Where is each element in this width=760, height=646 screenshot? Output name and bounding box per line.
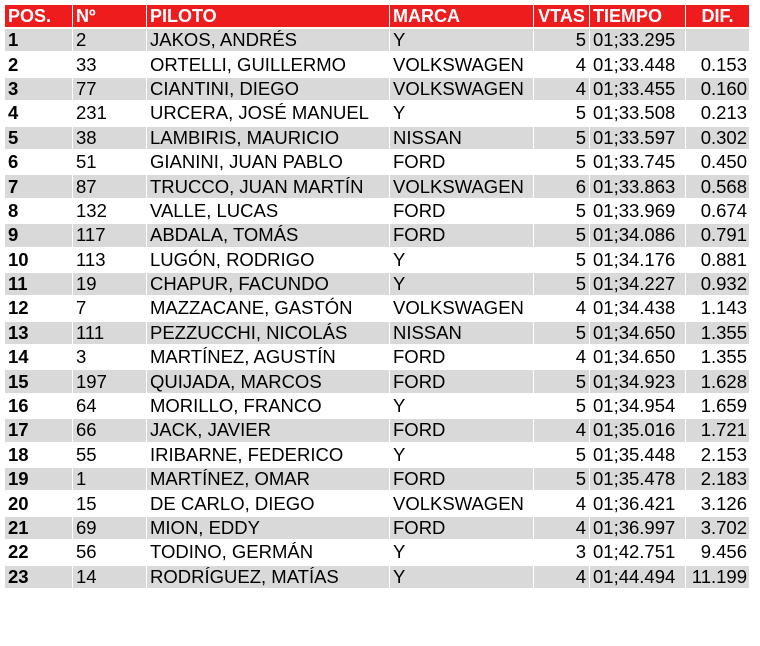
cell-marca: FORD bbox=[390, 200, 533, 222]
table-row bbox=[5, 322, 749, 344]
cell-pos: 5 bbox=[5, 127, 72, 149]
cell-pos: 20 bbox=[5, 492, 72, 514]
cell-piloto: ORTELLI, GUILLERMO bbox=[147, 53, 389, 75]
cell-pos: 14 bbox=[5, 346, 72, 368]
cell-vtas: 4 bbox=[534, 297, 589, 319]
cell-dif: 1.628 bbox=[686, 370, 749, 392]
cell-dif: 0.932 bbox=[686, 273, 749, 295]
cell-piloto: IRIBARNE, FEDERICO bbox=[147, 444, 389, 466]
cell-dif: 0.674 bbox=[686, 200, 749, 222]
cell-piloto: MARTÍNEZ, AGUSTÍN bbox=[147, 346, 389, 368]
cell-pos: 22 bbox=[5, 541, 72, 563]
cell-tiempo: 01;33.295 bbox=[590, 29, 685, 51]
cell-tiempo: 01;36.997 bbox=[590, 517, 685, 539]
cell-vtas: 5 bbox=[534, 322, 589, 344]
table-row bbox=[5, 224, 749, 246]
cell-marca: FORD bbox=[390, 419, 533, 441]
cell-vtas: 5 bbox=[534, 200, 589, 222]
header-tiempo: TIEMPO bbox=[590, 5, 685, 27]
cell-piloto: VALLE, LUCAS bbox=[147, 200, 389, 222]
cell-pos: 15 bbox=[5, 370, 72, 392]
cell-num: 77 bbox=[73, 78, 146, 100]
cell-marca: Y bbox=[390, 395, 533, 417]
cell-tiempo: 01;34.176 bbox=[590, 249, 685, 271]
table-row bbox=[5, 419, 749, 441]
cell-dif: 0.568 bbox=[686, 175, 749, 197]
cell-dif: 0.302 bbox=[686, 127, 749, 149]
cell-dif: 0.450 bbox=[686, 151, 749, 173]
cell-pos: 13 bbox=[5, 322, 72, 344]
cell-pos: 1 bbox=[5, 29, 72, 51]
cell-vtas: 4 bbox=[534, 419, 589, 441]
cell-num: 87 bbox=[73, 175, 146, 197]
table-row bbox=[5, 517, 749, 539]
cell-piloto: MORILLO, FRANCO bbox=[147, 395, 389, 417]
cell-dif: 2.153 bbox=[686, 444, 749, 466]
cell-marca: FORD bbox=[390, 370, 533, 392]
cell-marca: NISSAN bbox=[390, 322, 533, 344]
cell-vtas: 5 bbox=[534, 127, 589, 149]
cell-piloto: CHAPUR, FACUNDO bbox=[147, 273, 389, 295]
cell-marca: FORD bbox=[390, 346, 533, 368]
cell-pos: 18 bbox=[5, 444, 72, 466]
cell-dif: 0.881 bbox=[686, 249, 749, 271]
header-piloto: PILOTO bbox=[147, 5, 389, 27]
cell-num: 197 bbox=[73, 370, 146, 392]
cell-pos: 7 bbox=[5, 175, 72, 197]
cell-pos: 4 bbox=[5, 102, 72, 124]
cell-dif: 0.213 bbox=[686, 102, 749, 124]
cell-dif: 2.183 bbox=[686, 468, 749, 490]
cell-num: 51 bbox=[73, 151, 146, 173]
cell-vtas: 4 bbox=[534, 53, 589, 75]
cell-marca: NISSAN bbox=[390, 127, 533, 149]
table-row bbox=[5, 541, 749, 563]
cell-marca: VOLKSWAGEN bbox=[390, 492, 533, 514]
cell-tiempo: 01;34.650 bbox=[590, 346, 685, 368]
cell-vtas: 5 bbox=[534, 444, 589, 466]
cell-piloto: TRUCCO, JUAN MARTÍN bbox=[147, 175, 389, 197]
cell-num: 231 bbox=[73, 102, 146, 124]
cell-piloto: TODINO, GERMÁN bbox=[147, 541, 389, 563]
table-row bbox=[5, 346, 749, 368]
cell-pos: 2 bbox=[5, 53, 72, 75]
table-header-row bbox=[5, 5, 749, 27]
cell-vtas: 5 bbox=[534, 224, 589, 246]
cell-vtas: 4 bbox=[534, 78, 589, 100]
cell-num: 111 bbox=[73, 322, 146, 344]
cell-marca: VOLKSWAGEN bbox=[390, 297, 533, 319]
table-row bbox=[5, 444, 749, 466]
cell-num: 7 bbox=[73, 297, 146, 319]
cell-tiempo: 01;36.421 bbox=[590, 492, 685, 514]
table-row bbox=[5, 151, 749, 173]
cell-dif: 1.143 bbox=[686, 297, 749, 319]
cell-vtas: 5 bbox=[534, 468, 589, 490]
cell-piloto: JACK, JAVIER bbox=[147, 419, 389, 441]
cell-tiempo: 01;33.455 bbox=[590, 78, 685, 100]
cell-tiempo: 01;34.438 bbox=[590, 297, 685, 319]
cell-tiempo: 01;35.478 bbox=[590, 468, 685, 490]
table-row bbox=[5, 395, 749, 417]
cell-num: 38 bbox=[73, 127, 146, 149]
cell-piloto: JAKOS, ANDRÉS bbox=[147, 29, 389, 51]
cell-num: 117 bbox=[73, 224, 146, 246]
cell-pos: 23 bbox=[5, 566, 72, 588]
cell-piloto: QUIJADA, MARCOS bbox=[147, 370, 389, 392]
cell-marca: FORD bbox=[390, 151, 533, 173]
cell-marca: Y bbox=[390, 541, 533, 563]
cell-pos: 9 bbox=[5, 224, 72, 246]
cell-dif: 1.659 bbox=[686, 395, 749, 417]
cell-pos: 8 bbox=[5, 200, 72, 222]
cell-num: 19 bbox=[73, 273, 146, 295]
cell-dif: 9.456 bbox=[686, 541, 749, 563]
cell-vtas: 5 bbox=[534, 151, 589, 173]
cell-tiempo: 01;34.954 bbox=[590, 395, 685, 417]
cell-dif: 11.199 bbox=[686, 566, 749, 588]
cell-pos: 19 bbox=[5, 468, 72, 490]
cell-pos: 21 bbox=[5, 517, 72, 539]
cell-dif: 0.160 bbox=[686, 78, 749, 100]
cell-num: 64 bbox=[73, 395, 146, 417]
header-num: Nº bbox=[73, 5, 146, 27]
cell-dif: 0.153 bbox=[686, 53, 749, 75]
cell-piloto: GIANINI, JUAN PABLO bbox=[147, 151, 389, 173]
cell-vtas: 4 bbox=[534, 346, 589, 368]
header-dif: DIF. bbox=[686, 5, 749, 27]
header-vtas: VTAS bbox=[534, 5, 589, 27]
cell-marca: Y bbox=[390, 273, 533, 295]
cell-num: 56 bbox=[73, 541, 146, 563]
cell-vtas: 5 bbox=[534, 370, 589, 392]
table-row bbox=[5, 200, 749, 222]
race-results-table bbox=[4, 3, 750, 590]
table-row bbox=[5, 492, 749, 514]
cell-vtas: 5 bbox=[534, 395, 589, 417]
cell-dif: 3.702 bbox=[686, 517, 749, 539]
cell-marca: Y bbox=[390, 29, 533, 51]
cell-marca: Y bbox=[390, 102, 533, 124]
cell-vtas: 5 bbox=[534, 29, 589, 51]
cell-tiempo: 01;44.494 bbox=[590, 566, 685, 588]
cell-dif: 1.721 bbox=[686, 419, 749, 441]
cell-num: 69 bbox=[73, 517, 146, 539]
cell-marca: VOLKSWAGEN bbox=[390, 175, 533, 197]
cell-dif bbox=[686, 29, 749, 51]
cell-marca: FORD bbox=[390, 517, 533, 539]
cell-marca: VOLKSWAGEN bbox=[390, 78, 533, 100]
cell-piloto: MARTÍNEZ, OMAR bbox=[147, 468, 389, 490]
cell-pos: 10 bbox=[5, 249, 72, 271]
cell-num: 55 bbox=[73, 444, 146, 466]
cell-tiempo: 01;33.508 bbox=[590, 102, 685, 124]
cell-tiempo: 01;33.863 bbox=[590, 175, 685, 197]
cell-pos: 6 bbox=[5, 151, 72, 173]
cell-piloto: URCERA, JOSÉ MANUEL bbox=[147, 102, 389, 124]
cell-tiempo: 01;33.745 bbox=[590, 151, 685, 173]
cell-dif: 1.355 bbox=[686, 346, 749, 368]
cell-pos: 12 bbox=[5, 297, 72, 319]
cell-num: 132 bbox=[73, 200, 146, 222]
table-row bbox=[5, 273, 749, 295]
cell-pos: 17 bbox=[5, 419, 72, 441]
table-row bbox=[5, 102, 749, 124]
header-marca: MARCA bbox=[390, 5, 533, 27]
cell-tiempo: 01;33.448 bbox=[590, 53, 685, 75]
cell-num: 14 bbox=[73, 566, 146, 588]
cell-vtas: 3 bbox=[534, 541, 589, 563]
cell-num: 113 bbox=[73, 249, 146, 271]
table-row bbox=[5, 175, 749, 197]
cell-num: 2 bbox=[73, 29, 146, 51]
cell-vtas: 5 bbox=[534, 249, 589, 271]
cell-pos: 3 bbox=[5, 78, 72, 100]
table-row bbox=[5, 29, 749, 51]
cell-piloto: PEZZUCCHI, NICOLÁS bbox=[147, 322, 389, 344]
table-row bbox=[5, 566, 749, 588]
cell-piloto: LUGÓN, RODRIGO bbox=[147, 249, 389, 271]
cell-dif: 0.791 bbox=[686, 224, 749, 246]
cell-tiempo: 01;34.923 bbox=[590, 370, 685, 392]
cell-tiempo: 01;35.016 bbox=[590, 419, 685, 441]
cell-pos: 11 bbox=[5, 273, 72, 295]
cell-piloto: LAMBIRIS, MAURICIO bbox=[147, 127, 389, 149]
header-pos: POS. bbox=[5, 5, 72, 27]
table-row bbox=[5, 297, 749, 319]
table-row bbox=[5, 78, 749, 100]
cell-piloto: DE CARLO, DIEGO bbox=[147, 492, 389, 514]
table-row bbox=[5, 53, 749, 75]
cell-tiempo: 01;34.086 bbox=[590, 224, 685, 246]
cell-num: 66 bbox=[73, 419, 146, 441]
cell-dif: 3.126 bbox=[686, 492, 749, 514]
cell-piloto: MION, EDDY bbox=[147, 517, 389, 539]
cell-vtas: 4 bbox=[534, 492, 589, 514]
cell-tiempo: 01;34.650 bbox=[590, 322, 685, 344]
cell-piloto: ABDALA, TOMÁS bbox=[147, 224, 389, 246]
cell-marca: Y bbox=[390, 566, 533, 588]
cell-dif: 1.355 bbox=[686, 322, 749, 344]
cell-tiempo: 01;35.448 bbox=[590, 444, 685, 466]
cell-tiempo: 01;33.969 bbox=[590, 200, 685, 222]
cell-vtas: 5 bbox=[534, 102, 589, 124]
cell-piloto: MAZZACANE, GASTÓN bbox=[147, 297, 389, 319]
cell-tiempo: 01;34.227 bbox=[590, 273, 685, 295]
table-row bbox=[5, 249, 749, 271]
cell-num: 1 bbox=[73, 468, 146, 490]
table-row bbox=[5, 468, 749, 490]
table-row bbox=[5, 370, 749, 392]
cell-pos: 16 bbox=[5, 395, 72, 417]
cell-num: 15 bbox=[73, 492, 146, 514]
table-row bbox=[5, 127, 749, 149]
cell-piloto: RODRÍGUEZ, MATÍAS bbox=[147, 566, 389, 588]
cell-num: 33 bbox=[73, 53, 146, 75]
cell-tiempo: 01;42.751 bbox=[590, 541, 685, 563]
cell-vtas: 6 bbox=[534, 175, 589, 197]
cell-piloto: CIANTINI, DIEGO bbox=[147, 78, 389, 100]
cell-marca: VOLKSWAGEN bbox=[390, 53, 533, 75]
cell-tiempo: 01;33.597 bbox=[590, 127, 685, 149]
cell-vtas: 4 bbox=[534, 517, 589, 539]
cell-marca: FORD bbox=[390, 224, 533, 246]
cell-marca: Y bbox=[390, 249, 533, 271]
cell-marca: Y bbox=[390, 444, 533, 466]
cell-num: 3 bbox=[73, 346, 146, 368]
cell-vtas: 4 bbox=[534, 566, 589, 588]
cell-marca: FORD bbox=[390, 468, 533, 490]
cell-vtas: 5 bbox=[534, 273, 589, 295]
